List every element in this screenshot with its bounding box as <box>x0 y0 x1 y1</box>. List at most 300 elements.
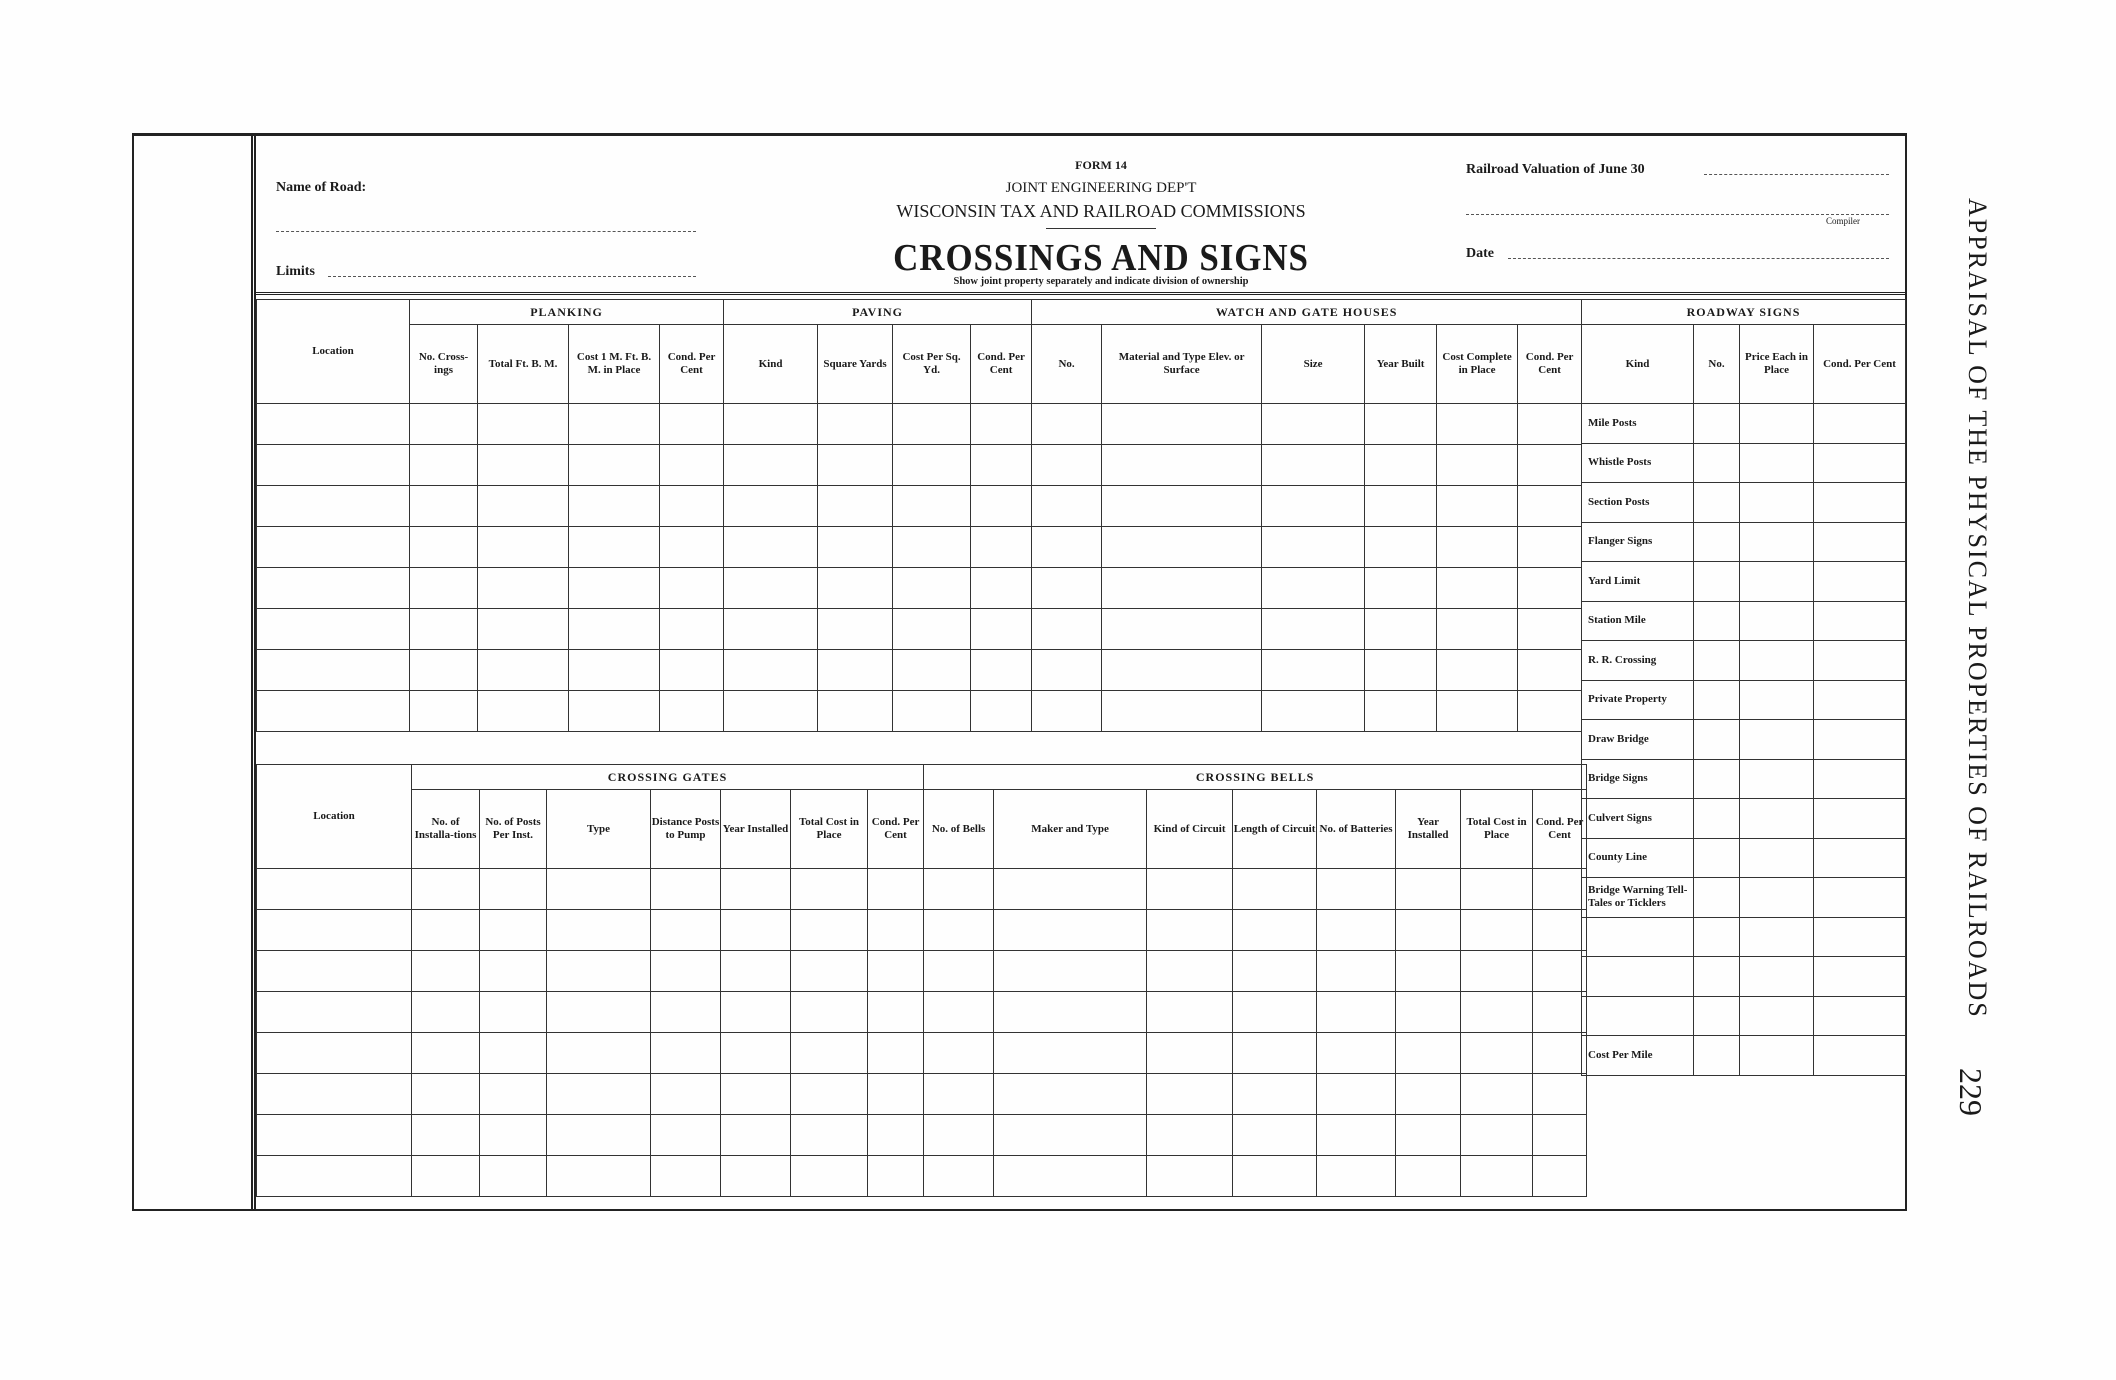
blank-cell[interactable] <box>893 650 971 691</box>
blank-cell[interactable] <box>924 992 994 1033</box>
blank-cell[interactable] <box>1147 1074 1233 1115</box>
blank-cell[interactable] <box>1262 445 1365 486</box>
blank-cell[interactable] <box>660 650 724 691</box>
blank-cell[interactable] <box>1814 641 1906 681</box>
blank-cell[interactable] <box>1694 443 1740 483</box>
blank-cell[interactable] <box>1437 404 1518 445</box>
blank-cell[interactable] <box>569 486 660 527</box>
blank-cell[interactable] <box>868 1156 924 1197</box>
valuation-line[interactable] <box>1704 174 1889 175</box>
blank-cell[interactable] <box>1262 650 1365 691</box>
blank-cell[interactable] <box>924 1156 994 1197</box>
blank-cell[interactable] <box>868 951 924 992</box>
blank-cell[interactable] <box>791 1033 868 1074</box>
blank-cell[interactable] <box>1814 601 1906 641</box>
blank-cell[interactable] <box>994 1074 1147 1115</box>
blank-cell[interactable] <box>1461 1156 1533 1197</box>
blank-cell[interactable] <box>1317 1156 1396 1197</box>
blank-cell[interactable] <box>1365 568 1437 609</box>
blank-cell[interactable] <box>1461 1115 1533 1156</box>
blank-cell[interactable] <box>410 609 478 650</box>
blank-cell[interactable] <box>724 404 818 445</box>
blank-cell[interactable] <box>1814 522 1906 562</box>
blank-cell[interactable] <box>818 404 893 445</box>
blank-cell[interactable] <box>1518 486 1582 527</box>
blank-cell[interactable] <box>924 1074 994 1115</box>
blank-cell[interactable] <box>547 1115 651 1156</box>
blank-cell[interactable] <box>818 527 893 568</box>
blank-cell[interactable] <box>1518 568 1582 609</box>
blank-cell[interactable] <box>818 568 893 609</box>
blank-cell[interactable] <box>1740 878 1814 918</box>
blank-cell[interactable] <box>1694 483 1740 523</box>
blank-cell[interactable] <box>971 691 1032 732</box>
blank-cell[interactable] <box>547 869 651 910</box>
blank-cell[interactable] <box>1317 869 1396 910</box>
blank-cell[interactable] <box>1461 910 1533 951</box>
blank-cell[interactable] <box>1032 568 1102 609</box>
blank-cell[interactable] <box>1365 404 1437 445</box>
blank-cell[interactable] <box>1461 1074 1533 1115</box>
blank-cell[interactable] <box>868 1074 924 1115</box>
blank-cell[interactable] <box>721 869 791 910</box>
blank-cell[interactable] <box>1102 650 1262 691</box>
blank-cell[interactable] <box>1814 443 1906 483</box>
blank-cell[interactable] <box>818 486 893 527</box>
blank-cell[interactable] <box>791 910 868 951</box>
blank-cell[interactable] <box>1740 759 1814 799</box>
blank-cell[interactable] <box>478 486 569 527</box>
blank-cell[interactable] <box>257 1074 412 1115</box>
blank-cell[interactable] <box>724 486 818 527</box>
blank-cell[interactable] <box>257 527 410 568</box>
blank-cell[interactable] <box>1814 483 1906 523</box>
blank-cell[interactable] <box>1694 799 1740 839</box>
blank-cell[interactable] <box>257 486 410 527</box>
blank-cell[interactable] <box>1262 609 1365 650</box>
blank-cell[interactable] <box>924 951 994 992</box>
blank-cell[interactable] <box>1437 568 1518 609</box>
blank-cell[interactable] <box>1233 910 1317 951</box>
blank-cell[interactable] <box>1147 1156 1233 1197</box>
blank-cell[interactable] <box>971 404 1032 445</box>
blank-cell[interactable] <box>721 992 791 1033</box>
blank-cell[interactable] <box>868 1115 924 1156</box>
blank-cell[interactable] <box>1102 568 1262 609</box>
blank-cell[interactable] <box>994 910 1147 951</box>
blank-cell[interactable] <box>478 404 569 445</box>
blank-cell[interactable] <box>1814 562 1906 602</box>
blank-cell[interactable] <box>569 445 660 486</box>
blank-cell[interactable] <box>1396 910 1461 951</box>
blank-cell[interactable] <box>660 609 724 650</box>
blank-cell[interactable] <box>1147 1115 1233 1156</box>
blank-cell[interactable] <box>1365 527 1437 568</box>
blank-cell[interactable] <box>478 609 569 650</box>
blank-cell[interactable] <box>412 1156 480 1197</box>
blank-cell[interactable] <box>1694 562 1740 602</box>
blank-cell[interactable] <box>257 404 410 445</box>
blank-cell[interactable] <box>651 951 721 992</box>
blank-cell[interactable] <box>1032 404 1102 445</box>
blank-cell[interactable] <box>721 910 791 951</box>
blank-cell[interactable] <box>1740 799 1814 839</box>
blank-cell[interactable] <box>1032 609 1102 650</box>
blank-cell[interactable] <box>1396 992 1461 1033</box>
blank-cell[interactable] <box>1533 1156 1587 1197</box>
blank-cell[interactable] <box>1694 996 1740 1036</box>
blank-cell[interactable] <box>1032 486 1102 527</box>
blank-cell[interactable] <box>1694 838 1740 878</box>
blank-cell[interactable] <box>971 445 1032 486</box>
blank-cell[interactable] <box>1233 992 1317 1033</box>
blank-cell[interactable] <box>791 1074 868 1115</box>
blank-cell[interactable] <box>721 1033 791 1074</box>
blank-cell[interactable] <box>1365 445 1437 486</box>
blank-cell[interactable] <box>924 869 994 910</box>
blank-cell[interactable] <box>1814 996 1906 1036</box>
blank-cell[interactable] <box>1233 1156 1317 1197</box>
blank-cell[interactable] <box>971 650 1032 691</box>
blank-cell[interactable] <box>480 1033 547 1074</box>
blank-cell[interactable] <box>1694 957 1740 997</box>
blank-cell[interactable] <box>1740 522 1814 562</box>
blank-cell[interactable] <box>660 527 724 568</box>
blank-cell[interactable] <box>1396 951 1461 992</box>
blank-cell[interactable] <box>1814 1036 1906 1076</box>
blank-cell[interactable] <box>924 1033 994 1074</box>
blank-cell[interactable] <box>724 445 818 486</box>
blank-cell[interactable] <box>1533 992 1587 1033</box>
blank-cell[interactable] <box>651 1156 721 1197</box>
blank-cell[interactable] <box>994 1115 1147 1156</box>
blank-cell[interactable] <box>1814 404 1906 444</box>
blank-cell[interactable] <box>1147 1033 1233 1074</box>
blank-cell[interactable] <box>569 568 660 609</box>
blank-cell[interactable] <box>257 691 410 732</box>
blank-cell[interactable] <box>569 527 660 568</box>
blank-cell[interactable] <box>1365 486 1437 527</box>
blank-cell[interactable] <box>893 527 971 568</box>
blank-cell[interactable] <box>1437 650 1518 691</box>
blank-cell[interactable] <box>1317 910 1396 951</box>
limits-line[interactable] <box>328 276 696 277</box>
blank-cell[interactable] <box>412 1033 480 1074</box>
blank-cell[interactable] <box>1814 759 1906 799</box>
blank-cell[interactable] <box>1461 1033 1533 1074</box>
blank-cell[interactable] <box>1102 691 1262 732</box>
blank-cell[interactable] <box>721 951 791 992</box>
blank-cell[interactable] <box>1533 1033 1587 1074</box>
blank-cell[interactable] <box>724 609 818 650</box>
blank-cell[interactable] <box>1694 759 1740 799</box>
blank-cell[interactable] <box>1518 691 1582 732</box>
blank-cell[interactable] <box>660 486 724 527</box>
blank-cell[interactable] <box>1518 445 1582 486</box>
blank-cell[interactable] <box>547 992 651 1033</box>
blank-cell[interactable] <box>1740 483 1814 523</box>
blank-cell[interactable] <box>1740 443 1814 483</box>
blank-cell[interactable] <box>1317 1033 1396 1074</box>
blank-cell[interactable] <box>660 568 724 609</box>
blank-cell[interactable] <box>1365 650 1437 691</box>
blank-cell[interactable] <box>1740 720 1814 760</box>
blank-cell[interactable] <box>1518 609 1582 650</box>
blank-cell[interactable] <box>818 609 893 650</box>
blank-cell[interactable] <box>1317 1074 1396 1115</box>
blank-cell[interactable] <box>1032 527 1102 568</box>
blank-cell[interactable] <box>257 609 410 650</box>
blank-cell[interactable] <box>893 691 971 732</box>
blank-cell[interactable] <box>1740 641 1814 681</box>
blank-cell[interactable] <box>412 992 480 1033</box>
blank-cell[interactable] <box>410 486 478 527</box>
blank-cell[interactable] <box>1147 910 1233 951</box>
blank-cell[interactable] <box>1396 869 1461 910</box>
blank-cell[interactable] <box>1740 996 1814 1036</box>
blank-cell[interactable] <box>971 527 1032 568</box>
blank-cell[interactable] <box>1694 1036 1740 1076</box>
blank-cell[interactable] <box>1814 799 1906 839</box>
blank-cell[interactable] <box>478 650 569 691</box>
blank-cell[interactable] <box>547 910 651 951</box>
blank-cell[interactable] <box>721 1074 791 1115</box>
blank-cell[interactable] <box>893 404 971 445</box>
blank-cell[interactable] <box>547 1074 651 1115</box>
blank-cell[interactable] <box>660 404 724 445</box>
blank-cell[interactable] <box>410 527 478 568</box>
blank-cell[interactable] <box>1396 1115 1461 1156</box>
blank-cell[interactable] <box>569 404 660 445</box>
blank-cell[interactable] <box>924 1115 994 1156</box>
blank-cell[interactable] <box>1461 992 1533 1033</box>
blank-cell[interactable] <box>994 992 1147 1033</box>
blank-cell[interactable] <box>1518 527 1582 568</box>
blank-cell[interactable] <box>547 1033 651 1074</box>
blank-cell[interactable] <box>478 527 569 568</box>
blank-cell[interactable] <box>1233 1115 1317 1156</box>
blank-cell[interactable] <box>651 1115 721 1156</box>
blank-cell[interactable] <box>791 1115 868 1156</box>
blank-cell[interactable] <box>1814 957 1906 997</box>
blank-cell[interactable] <box>971 486 1032 527</box>
blank-cell[interactable] <box>818 650 893 691</box>
blank-cell[interactable] <box>1317 992 1396 1033</box>
blank-cell[interactable] <box>480 1115 547 1156</box>
blank-cell[interactable] <box>1694 601 1740 641</box>
blank-cell[interactable] <box>1694 680 1740 720</box>
blank-cell[interactable] <box>1396 1033 1461 1074</box>
blank-cell[interactable] <box>868 910 924 951</box>
blank-cell[interactable] <box>791 951 868 992</box>
blank-cell[interactable] <box>651 1074 721 1115</box>
blank-cell[interactable] <box>893 609 971 650</box>
blank-cell[interactable] <box>1365 609 1437 650</box>
blank-cell[interactable] <box>1740 917 1814 957</box>
blank-cell[interactable] <box>893 486 971 527</box>
blank-cell[interactable] <box>1262 486 1365 527</box>
blank-cell[interactable] <box>1233 951 1317 992</box>
blank-cell[interactable] <box>410 691 478 732</box>
blank-cell[interactable] <box>651 992 721 1033</box>
blank-cell[interactable] <box>410 568 478 609</box>
blank-cell[interactable] <box>547 1156 651 1197</box>
blank-cell[interactable] <box>724 527 818 568</box>
blank-cell[interactable] <box>1317 1115 1396 1156</box>
blank-cell[interactable] <box>651 1033 721 1074</box>
blank-cell[interactable] <box>1461 951 1533 992</box>
blank-cell[interactable] <box>1814 680 1906 720</box>
blank-cell[interactable] <box>1233 1033 1317 1074</box>
blank-cell[interactable] <box>410 650 478 691</box>
blank-cell[interactable] <box>257 869 412 910</box>
blank-cell[interactable] <box>257 568 410 609</box>
blank-cell[interactable] <box>791 1156 868 1197</box>
blank-cell[interactable] <box>1740 562 1814 602</box>
blank-cell[interactable] <box>1814 917 1906 957</box>
blank-cell[interactable] <box>1396 1074 1461 1115</box>
blank-cell[interactable] <box>257 910 412 951</box>
date-line[interactable] <box>1508 258 1889 259</box>
blank-cell[interactable] <box>893 445 971 486</box>
blank-cell[interactable] <box>1262 691 1365 732</box>
blank-cell[interactable] <box>724 691 818 732</box>
blank-cell[interactable] <box>1814 838 1906 878</box>
compiler-line[interactable] <box>1466 214 1889 215</box>
blank-cell[interactable] <box>1102 404 1262 445</box>
blank-cell[interactable] <box>412 1074 480 1115</box>
blank-cell[interactable] <box>1518 404 1582 445</box>
blank-cell[interactable] <box>994 869 1147 910</box>
blank-cell[interactable] <box>1147 992 1233 1033</box>
blank-cell[interactable] <box>1533 1074 1587 1115</box>
blank-cell[interactable] <box>412 910 480 951</box>
blank-cell[interactable] <box>1396 1156 1461 1197</box>
blank-cell[interactable] <box>1102 486 1262 527</box>
blank-cell[interactable] <box>480 992 547 1033</box>
blank-cell[interactable] <box>1437 527 1518 568</box>
blank-cell[interactable] <box>1102 609 1262 650</box>
blank-cell[interactable] <box>1694 522 1740 562</box>
blank-cell[interactable] <box>410 404 478 445</box>
blank-cell[interactable] <box>1694 720 1740 760</box>
blank-cell[interactable] <box>1262 568 1365 609</box>
blank-cell[interactable] <box>480 1074 547 1115</box>
blank-cell[interactable] <box>721 1156 791 1197</box>
blank-cell[interactable] <box>651 869 721 910</box>
blank-cell[interactable] <box>1518 650 1582 691</box>
blank-cell[interactable] <box>1694 404 1740 444</box>
blank-cell[interactable] <box>893 568 971 609</box>
blank-cell[interactable] <box>257 951 412 992</box>
blank-cell[interactable] <box>721 1115 791 1156</box>
blank-cell[interactable] <box>480 951 547 992</box>
blank-cell[interactable] <box>478 568 569 609</box>
blank-cell[interactable] <box>724 650 818 691</box>
blank-cell[interactable] <box>1694 641 1740 681</box>
blank-cell[interactable] <box>410 445 478 486</box>
blank-cell[interactable] <box>1740 957 1814 997</box>
blank-cell[interactable] <box>1814 878 1906 918</box>
blank-cell[interactable] <box>994 951 1147 992</box>
blank-cell[interactable] <box>257 650 410 691</box>
blank-cell[interactable] <box>1365 691 1437 732</box>
blank-cell[interactable] <box>818 445 893 486</box>
blank-cell[interactable] <box>1694 917 1740 957</box>
blank-cell[interactable] <box>994 1033 1147 1074</box>
blank-cell[interactable] <box>1262 527 1365 568</box>
blank-cell[interactable] <box>651 910 721 951</box>
blank-cell[interactable] <box>818 691 893 732</box>
blank-cell[interactable] <box>1461 869 1533 910</box>
blank-cell[interactable] <box>1740 1036 1814 1076</box>
blank-cell[interactable] <box>1740 680 1814 720</box>
blank-cell[interactable] <box>1533 910 1587 951</box>
blank-cell[interactable] <box>480 869 547 910</box>
blank-cell[interactable] <box>1533 951 1587 992</box>
blank-cell[interactable] <box>257 1115 412 1156</box>
blank-cell[interactable] <box>412 951 480 992</box>
blank-cell[interactable] <box>1437 486 1518 527</box>
blank-cell[interactable] <box>1233 1074 1317 1115</box>
blank-cell[interactable] <box>1437 609 1518 650</box>
blank-cell[interactable] <box>257 445 410 486</box>
blank-cell[interactable] <box>569 650 660 691</box>
blank-cell[interactable] <box>1147 951 1233 992</box>
blank-cell[interactable] <box>1147 869 1233 910</box>
blank-cell[interactable] <box>1533 1115 1587 1156</box>
blank-cell[interactable] <box>868 1033 924 1074</box>
blank-cell[interactable] <box>480 1156 547 1197</box>
blank-cell[interactable] <box>1814 720 1906 760</box>
blank-cell[interactable] <box>1032 445 1102 486</box>
blank-cell[interactable] <box>1437 445 1518 486</box>
blank-cell[interactable] <box>569 609 660 650</box>
blank-cell[interactable] <box>660 445 724 486</box>
blank-cell[interactable] <box>868 992 924 1033</box>
name-of-road-line[interactable] <box>276 231 696 232</box>
blank-cell[interactable] <box>1740 838 1814 878</box>
blank-cell[interactable] <box>257 1156 412 1197</box>
blank-cell[interactable] <box>478 445 569 486</box>
blank-cell[interactable] <box>1694 878 1740 918</box>
blank-cell[interactable] <box>971 609 1032 650</box>
blank-cell[interactable] <box>994 1156 1147 1197</box>
blank-cell[interactable] <box>1032 691 1102 732</box>
blank-cell[interactable] <box>1317 951 1396 992</box>
blank-cell[interactable] <box>412 869 480 910</box>
blank-cell[interactable] <box>1740 404 1814 444</box>
blank-cell[interactable] <box>971 568 1032 609</box>
blank-cell[interactable] <box>412 1115 480 1156</box>
blank-cell[interactable] <box>924 910 994 951</box>
blank-cell[interactable] <box>478 691 569 732</box>
blank-cell[interactable] <box>1032 650 1102 691</box>
blank-cell[interactable] <box>724 568 818 609</box>
blank-cell[interactable] <box>547 951 651 992</box>
blank-cell[interactable] <box>1740 601 1814 641</box>
blank-cell[interactable] <box>1102 527 1262 568</box>
blank-cell[interactable] <box>868 869 924 910</box>
blank-cell[interactable] <box>569 691 660 732</box>
blank-cell[interactable] <box>1262 404 1365 445</box>
blank-cell[interactable] <box>257 1033 412 1074</box>
blank-cell[interactable] <box>1437 691 1518 732</box>
blank-cell[interactable] <box>660 691 724 732</box>
blank-cell[interactable] <box>791 869 868 910</box>
blank-cell[interactable] <box>791 992 868 1033</box>
blank-cell[interactable] <box>1233 869 1317 910</box>
